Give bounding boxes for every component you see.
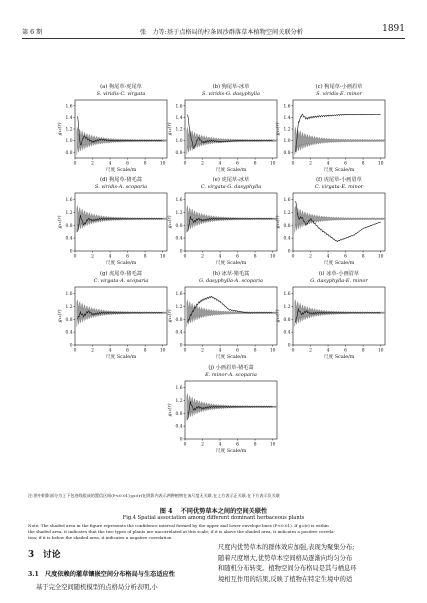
y-tick-label: 0.4 (175, 330, 183, 336)
y-tick-label: 0.8 (283, 317, 291, 323)
plot-frame (185, 100, 277, 158)
panel-subtitle: S. viridis-E. minor (316, 91, 362, 97)
y-tick-label: 0.8 (175, 223, 183, 229)
y-tick-label: 0 (69, 249, 73, 255)
x-tick-label: 0 (291, 348, 295, 354)
y-tick-label: 0.8 (283, 223, 291, 229)
y-tick-label: 0.8 (65, 150, 73, 156)
body-line: 随着尺度增大,优势草本空间格局逐渐向均匀分布 (218, 554, 353, 562)
x-axis-label: 尺度 Scale/m (323, 168, 355, 173)
y-tick-label: 1.6 (283, 292, 291, 298)
x-tick-label: 10 (377, 348, 384, 354)
x-tick-label: 8 (253, 254, 257, 260)
y-tick-label: 0.4 (283, 330, 291, 336)
x-tick-label: 6 (344, 348, 347, 354)
y-tick-label: 1.6 (175, 198, 183, 204)
plot-frame (75, 100, 167, 158)
x-tick-label: 2 (91, 254, 94, 260)
panel-subtitle: G. dasyphylla-A. scoparia (199, 278, 263, 284)
figure-note-en-3: tion; if it is below the shaded area, it indicates a negative correlation (28, 535, 172, 540)
x-tick-label: 4 (326, 254, 330, 260)
x-tick-label: 10 (269, 348, 276, 354)
y-tick-label: 1.0 (175, 139, 183, 145)
x-tick-label: 0 (291, 254, 295, 260)
x-tick-label: 10 (377, 161, 384, 167)
y-tick-label: 0 (179, 343, 183, 349)
x-tick-label: 0 (183, 254, 187, 260)
panel-j (166, 381, 277, 441)
panel-subtitle: G. dasyphylla-E. minor (310, 278, 368, 284)
panel-c (274, 100, 385, 160)
panel-e (166, 193, 277, 253)
y-tick-label: 1.2 (65, 210, 73, 216)
x-tick-label: 8 (253, 161, 257, 167)
issue-label: 第 6 期 (22, 29, 43, 36)
y-tick-label: 1.2 (65, 304, 73, 310)
x-tick-label: 6 (344, 254, 347, 260)
y-tick-label: 0.4 (65, 236, 73, 242)
observed-line (78, 116, 163, 145)
x-tick-label: 10 (269, 442, 276, 448)
y-tick-label: 0.4 (175, 424, 183, 430)
y-tick-label: 0.4 (65, 330, 73, 336)
x-axis-label: 尺度 Scale/m (215, 261, 247, 266)
y-tick-label: 1.2 (175, 127, 183, 133)
x-tick-label: 6 (344, 161, 347, 167)
body-text-right (218, 543, 400, 585)
x-axis-label: 尺度 Scale/m (215, 168, 247, 173)
panel-g (56, 287, 167, 347)
observed-line (296, 114, 381, 152)
panel-d (56, 193, 167, 253)
y-axis-label: g₁₂(r) (276, 215, 281, 229)
panel-a (56, 100, 167, 160)
x-tick-label: 6 (236, 442, 239, 448)
confidence-envelope (295, 206, 384, 233)
panel-title: (j) 小画眉草-猪毛蒿 (208, 365, 254, 371)
x-tick-label: 8 (361, 161, 365, 167)
x-tick-label: 2 (309, 348, 312, 354)
y-axis-label: g₁₂(r) (168, 403, 173, 417)
x-tick-label: 6 (236, 254, 239, 260)
x-tick-label: 0 (291, 161, 295, 167)
y-tick-label: 0.8 (283, 150, 291, 156)
y-tick-label: 0.8 (65, 317, 73, 323)
figure-note-en-2: the shaded area, it indicates that the two types of plants are uncorrelated at this scale; if it is above the shaded area, it indicates a positive correla- (28, 529, 335, 534)
panel-title: (i) 冰草-小画眉草 (318, 271, 360, 277)
page-number: 1891 (382, 24, 405, 34)
y-tick-label: 0.4 (283, 236, 291, 242)
y-axis-label: g₁₂(r) (276, 122, 281, 136)
x-tick-label: 10 (269, 254, 276, 260)
x-axis-label: 尺度 Scale/m (105, 261, 137, 266)
x-tick-label: 8 (143, 348, 147, 354)
y-axis-label: g₁₂(r) (168, 122, 173, 136)
y-tick-label: 0.4 (175, 236, 183, 242)
y-tick-label: 1.6 (65, 104, 73, 110)
panel-b (166, 100, 277, 160)
body-line: 境相互作用的结果,反映了植物在特定生境中的适 (218, 575, 353, 583)
body-line: 和随机分布转变。植物空间分布格局是其与栖息环 (218, 565, 357, 573)
x-tick-label: 4 (218, 161, 222, 167)
x-tick-label: 8 (253, 348, 257, 354)
y-tick-label: 1.6 (65, 292, 73, 298)
figure-caption-zh-text: 不同优势草本之间的空间关联性 (180, 508, 268, 515)
panel-subtitle: C. virgata-A. scoparia (93, 278, 149, 284)
x-tick-label: 2 (309, 254, 312, 260)
y-axis-label: g₁₂(r) (58, 122, 63, 136)
plot-frame (293, 100, 385, 158)
x-tick-label: 2 (201, 161, 204, 167)
panel-f (274, 193, 385, 253)
y-tick-label: 0.8 (175, 411, 183, 417)
y-tick-label: 1.2 (65, 127, 73, 133)
figure-note-zh: 注:图中阴影部分为上下包迹线组成的置信区间(P<0.01);g₁₂(r)在阴影内表示两种植物在该尺度无关联,在上方表示正关联,在下方表示负关联 (28, 493, 280, 498)
y-tick-label: 1.2 (283, 127, 291, 133)
panel-title: (d) 狗尾草-猪毛蒿 (100, 177, 142, 183)
x-axis-label: 尺度 Scale/m (105, 355, 137, 360)
x-tick-label: 10 (377, 254, 384, 260)
x-tick-label: 4 (218, 348, 222, 354)
subsection-heading: 3.1 尺度依赖的灌草镶嵌空间分布格局与生态适应性 (28, 571, 175, 578)
y-tick-label: 0 (287, 343, 291, 349)
panel-title: (h) 冰草-猪毛蒿 (212, 271, 250, 277)
y-tick-label: 1.6 (175, 104, 183, 110)
x-axis-label: 尺度 Scale/m (323, 261, 355, 266)
x-tick-label: 8 (253, 442, 257, 448)
x-tick-label: 4 (218, 254, 222, 260)
x-tick-label: 4 (326, 348, 330, 354)
x-tick-label: 0 (183, 161, 187, 167)
y-tick-label: 1.0 (65, 139, 73, 145)
section-heading: 3 讨论 (28, 550, 61, 560)
body-text-left: 基于完全空间随机模型的点格局分析表明,小 (36, 584, 158, 591)
y-tick-label: 1.2 (175, 304, 183, 310)
confidence-envelope (295, 127, 384, 154)
y-axis-label: g₁₂(r) (168, 215, 173, 229)
y-tick-label: 0 (287, 249, 291, 255)
x-tick-label: 2 (309, 161, 312, 167)
y-tick-label: 0 (179, 437, 183, 443)
panel-title: (g) 虎尾草-猪毛蒿 (100, 271, 142, 277)
x-tick-label: 2 (91, 348, 94, 354)
panel-i (274, 287, 385, 347)
x-tick-label: 8 (143, 161, 147, 167)
y-tick-label: 1.0 (283, 139, 291, 145)
y-tick-label: 0.8 (175, 317, 183, 323)
body-line: 尺度内优势草本的群体效应加强,表现为聚集分布; (218, 544, 355, 551)
y-tick-label: 1.6 (175, 386, 183, 392)
x-tick-label: 6 (236, 348, 239, 354)
y-tick-label: 1.6 (283, 104, 291, 110)
x-tick-label: 6 (126, 348, 129, 354)
x-axis-label: 尺度 Scale/m (215, 449, 247, 454)
y-tick-label: 1.6 (283, 198, 291, 204)
x-tick-label: 2 (201, 348, 204, 354)
x-axis-label: 尺度 Scale/m (105, 168, 137, 173)
panel-h (166, 287, 277, 347)
x-tick-label: 4 (218, 442, 222, 448)
panel-subtitle: E. minor-A. scoparia (205, 372, 257, 378)
y-tick-label: 1.6 (175, 292, 183, 298)
panel-subtitle: S. viridis-A. scoparia (94, 184, 148, 190)
x-tick-label: 6 (126, 254, 129, 260)
x-tick-label: 4 (108, 254, 112, 260)
x-tick-label: 2 (201, 442, 204, 448)
panel-subtitle: S. viridis-C. virgata (96, 91, 146, 97)
y-tick-label: 1.4 (283, 116, 291, 121)
y-tick-label: 1.4 (175, 116, 183, 121)
y-axis-label: g₁₂(r) (58, 309, 63, 323)
x-tick-label: 8 (143, 254, 147, 260)
x-tick-label: 10 (269, 161, 276, 167)
figure-caption-zh-label: 图 4 (159, 508, 173, 515)
figure-note-en-1: Note: The shaded area in the figure represents the confidence interval formed by the upper and lower envelope lines (P<0.01). If g₁₂(r) is within (28, 523, 329, 528)
x-tick-label: 6 (126, 161, 129, 167)
x-tick-label: 0 (73, 161, 77, 167)
panel-title: (b) 狗尾草-冰草 (212, 84, 250, 90)
x-tick-label: 0 (183, 442, 187, 448)
panel-subtitle: C. virgata-G. dasyphylla (200, 184, 262, 190)
observed-line (296, 201, 381, 242)
y-tick-label: 0 (69, 343, 73, 349)
confidence-envelope (187, 127, 276, 154)
panel-subtitle: C. virgata-E. minor (314, 184, 364, 190)
x-tick-label: 8 (361, 348, 365, 354)
x-tick-label: 0 (73, 254, 77, 260)
panel-title: (f) 虎尾草-小画眉草 (316, 177, 362, 183)
x-tick-label: 2 (201, 254, 204, 260)
y-tick-label: 0.8 (65, 223, 73, 229)
y-tick-label: 0.8 (175, 150, 183, 156)
y-axis-label: g₁₂(r) (276, 309, 281, 323)
x-axis-label: 尺度 Scale/m (215, 355, 247, 360)
figure-caption-en: Fig.4 Spatial association among different dominant herbaceous plants (122, 515, 305, 521)
x-tick-label: 0 (73, 348, 77, 354)
y-tick-label: 1.2 (175, 398, 183, 404)
panel-title: (a) 狗尾草-虎尾草 (100, 84, 142, 90)
x-tick-label: 10 (159, 254, 166, 260)
x-axis-label: 尺度 Scale/m (323, 355, 355, 360)
x-tick-label: 4 (326, 161, 330, 167)
x-tick-label: 6 (236, 161, 239, 167)
y-tick-label: 1.2 (283, 304, 291, 310)
x-tick-label: 0 (183, 348, 187, 354)
x-tick-label: 4 (108, 348, 112, 354)
panel-subtitle: S. viridis-G. dasyphylla (202, 91, 260, 97)
x-tick-label: 10 (159, 348, 166, 354)
y-tick-label: 1.2 (283, 210, 291, 216)
y-axis-label: g₁₂(r) (168, 309, 173, 323)
figure-caption-zh (0, 506, 427, 515)
y-axis-label: g₁₂(r) (58, 215, 63, 229)
panel-title: (e) 虎尾草-冰草 (212, 177, 250, 183)
x-tick-label: 10 (159, 161, 166, 167)
y-tick-label: 1.6 (65, 198, 73, 204)
y-tick-label: 1.4 (65, 116, 73, 121)
x-tick-label: 2 (91, 161, 94, 167)
panel-title: (c) 狗尾草-小画眉草 (315, 84, 363, 90)
observed-line (188, 296, 273, 322)
x-tick-label: 8 (361, 254, 365, 260)
y-tick-label: 1.2 (175, 210, 183, 216)
running-title: 张 力等:基于点格局的柠条固沙群落草本植物空间关联分析 (140, 29, 303, 36)
x-tick-label: 4 (108, 161, 112, 167)
y-tick-label: 0 (179, 249, 183, 255)
confidence-envelope (187, 300, 276, 327)
